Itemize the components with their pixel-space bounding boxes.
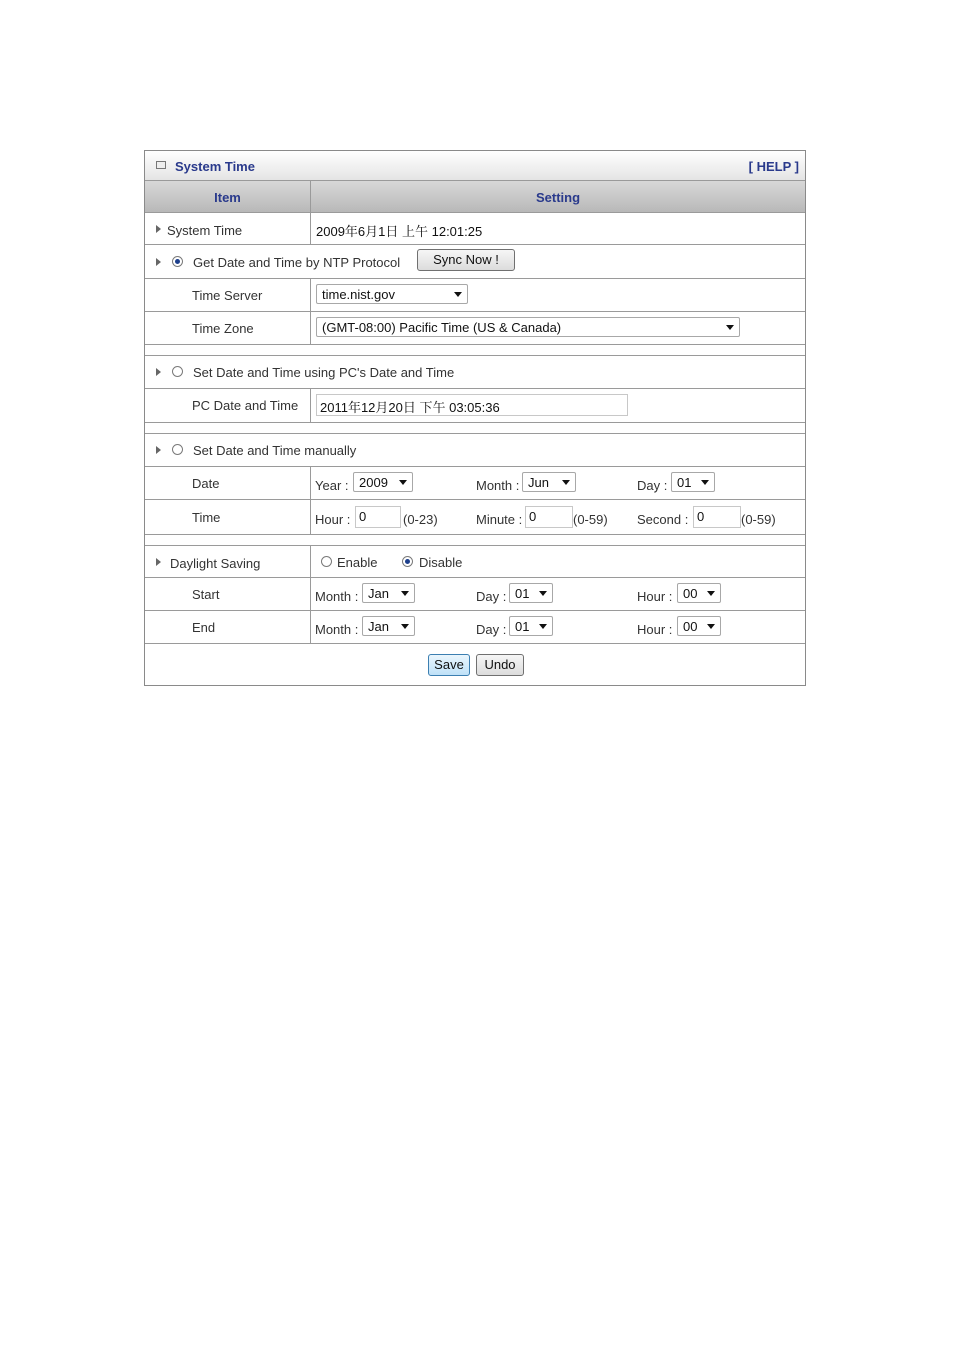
expand-arrow-icon [156,258,161,266]
time-label: Time [192,510,221,525]
time-server-value: time.nist.gov [322,287,395,302]
day-value: 01 [677,475,692,490]
dst-end-row [145,611,805,644]
dst-end-label: End [192,620,216,635]
chevron-down-icon [701,480,709,485]
second-label: Second : [637,512,689,527]
help-link[interactable]: [ HELP ] [748,159,799,174]
panel-title: System Time [175,159,255,174]
minute-range: (0-59) [573,512,608,527]
time-server-label: Time Server [192,288,263,303]
date-label: Date [192,476,220,491]
chevron-down-icon [454,292,462,297]
daylight-saving-label: Daylight Saving [170,556,261,571]
minute-input[interactable] [525,506,573,528]
start-month-value: Jan [368,586,389,601]
manual-option-row [145,434,805,467]
manual-option-label: Set Date and Time manually [193,443,357,458]
chevron-down-icon [707,591,715,596]
dst-disable-label: Disable [419,555,463,570]
ntp-option-row [145,245,805,279]
start-day-label: Day : [476,589,507,604]
end-month-label: Month : [315,622,359,637]
system-time-value: 2009年6月1日 上午 12:01:25 [316,224,483,239]
save-button[interactable]: Save [428,654,470,676]
pc-datetime-field[interactable] [316,394,628,416]
pc-option-label: Set Date and Time using PC's Date and Time [193,365,455,380]
header-item: Item [214,190,241,205]
start-day-select[interactable] [509,583,553,603]
section-spacer [145,345,805,356]
end-day-select[interactable] [509,616,553,636]
chevron-down-icon [399,480,407,485]
chevron-down-icon [707,624,715,629]
pc-datetime-row [145,389,805,423]
dst-enable-label: Enable [337,555,378,570]
end-hour-value: 00 [683,619,698,634]
manual-radio[interactable] [172,444,183,455]
ntp-radio[interactable] [172,256,183,267]
time-zone-row [145,312,805,345]
end-hour-label: Hour : [637,622,673,637]
pc-time-radio[interactable] [172,366,183,377]
time-server-row [145,279,805,312]
ntp-option-label: Get Date and Time by NTP Protocol [193,255,401,270]
header-item-cell [145,181,311,212]
day-select[interactable] [671,472,715,492]
day-label: Day : [637,478,668,493]
expand-arrow-icon [156,558,161,566]
second-range: (0-59) [741,512,776,527]
hour-range: (0-23) [403,512,438,527]
end-hour-select[interactable] [677,616,721,636]
chevron-down-icon [562,480,570,485]
undo-button[interactable]: Undo [476,654,524,676]
expand-arrow-icon [156,446,161,454]
dst-disable-radio[interactable] [402,556,413,567]
sync-now-button[interactable]: Sync Now ! [417,249,515,271]
panel-title-bar [145,151,805,181]
pc-datetime-value: 2011年12月20日 下午 03:05:36 [320,400,500,415]
second-value: 0 [697,509,705,524]
dst-enable-radio[interactable] [321,556,332,567]
start-month-select[interactable] [362,583,415,603]
chevron-down-icon [539,591,547,596]
hour-label: Hour : [315,512,351,527]
chevron-down-icon [539,624,547,629]
minute-label: Minute : [476,512,523,527]
month-select[interactable] [522,472,576,492]
month-label: Month : [476,478,520,493]
start-day-value: 01 [515,586,530,601]
second-input[interactable] [693,506,741,528]
year-value: 2009 [359,475,388,490]
start-hour-value: 00 [683,586,698,601]
expand-arrow-icon [156,368,161,376]
section-spacer [145,535,805,546]
manual-time-row [145,500,805,535]
system-time-row [145,213,805,245]
window-icon [156,161,166,169]
end-day-label: Day : [476,622,507,637]
action-row [145,644,805,685]
time-server-select[interactable] [316,284,468,304]
dst-start-label: Start [192,587,220,602]
pc-option-row [145,356,805,389]
chevron-down-icon [726,325,734,330]
end-month-select[interactable] [362,616,415,636]
system-time-label: System Time [167,223,243,238]
chevron-down-icon [401,591,409,596]
hour-value: 0 [359,509,367,524]
manual-date-row [145,467,805,500]
hour-input[interactable] [355,506,401,528]
start-hour-label: Hour : [637,589,673,604]
month-value: Jun [528,475,549,490]
time-zone-select[interactable] [316,317,740,337]
daylight-saving-row [145,546,805,578]
year-select[interactable] [353,472,413,492]
time-zone-value: (GMT-08:00) Pacific Time (US & Canada) [322,320,562,335]
minute-value: 0 [529,509,537,524]
header-setting: Setting [535,190,581,205]
system-time-panel [144,150,806,686]
section-spacer [145,423,805,434]
end-month-value: Jan [368,619,389,634]
year-label: Year : [315,478,349,493]
chevron-down-icon [401,624,409,629]
end-day-value: 01 [515,619,530,634]
pc-datetime-label: PC Date and Time [192,398,299,413]
time-zone-label: Time Zone [192,321,254,336]
expand-arrow-icon [156,225,161,233]
dst-start-row [145,578,805,611]
start-month-label: Month : [315,589,359,604]
table-header [145,181,805,213]
start-hour-select[interactable] [677,583,721,603]
header-setting-cell [311,181,805,212]
